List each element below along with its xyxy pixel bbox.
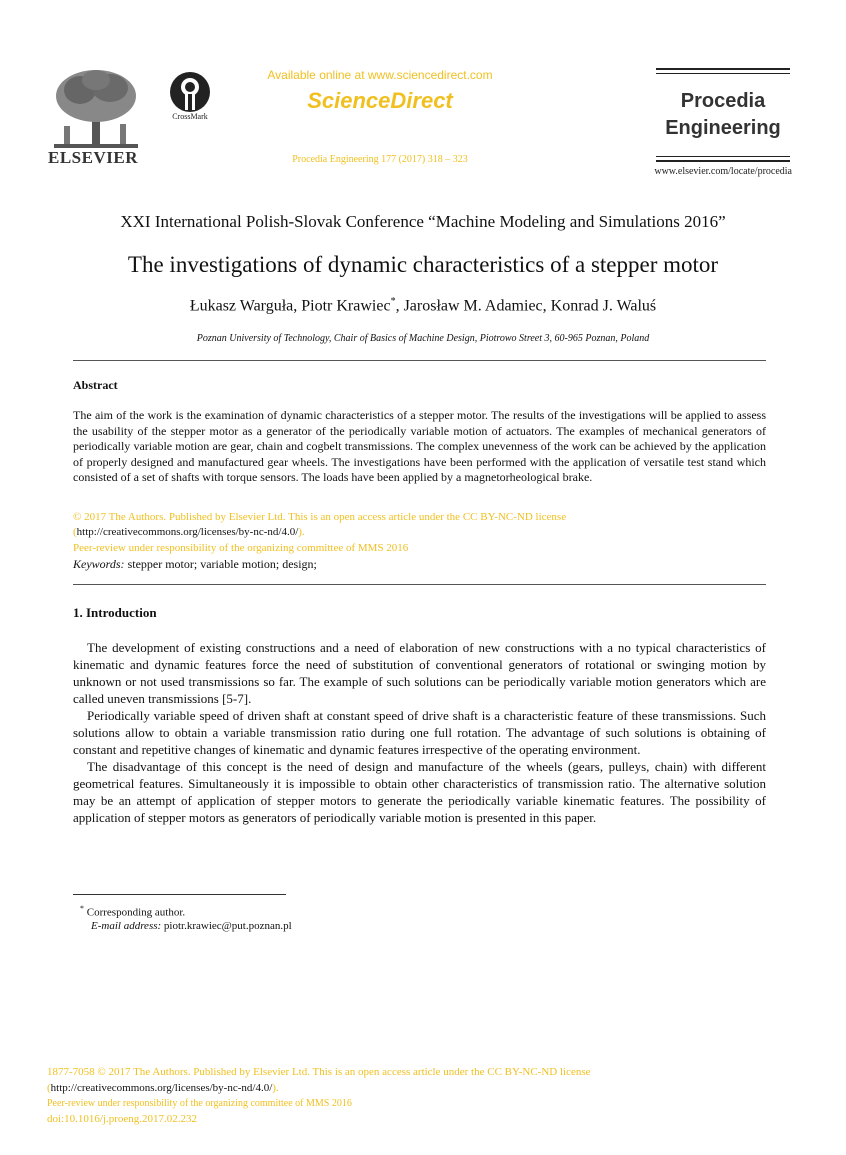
journal-url[interactable]: www.elsevier.com/locate/procedia <box>654 166 792 177</box>
abstract-heading: Abstract <box>73 378 118 392</box>
introduction-body <box>73 639 766 826</box>
paragraph: The disadvantage of this concept is the need of design and manufacture of the wheels (gears, pulleys, chain) with different geometrical features. Simultaneously it is impossible to obtain other characteristics of transmission ratio. The alternative solution may be an attempt of application of stepper motors to generate the periodically variable kinematic features. The possibility of application of stepper motors as generators of periodically variable motion is presented in this paper. <box>73 759 766 825</box>
footer-license: 1877-7058 © 2017 The Authors. Published by Elsevier Ltd. This is an open access article under the CC BY-NC-ND license <box>47 1066 591 1078</box>
footnote-star: * <box>80 904 84 913</box>
peer-review-text: Peer-review under responsibility of the organizing committee of MMS 2016 <box>73 542 409 554</box>
footer-license-link-line <box>47 1082 807 1094</box>
keywords <box>73 557 766 572</box>
paragraph: The development of existing constructions and a need of elaboration of new constructions with a no typical characteristics of kinematic and dynamic features force the need of substitution of conventional generators of rotational or swinging motion by unknown or not used transmissions so far. The example of such solutions can be periodically variable motion generators which are called uneven transmissions [5-7]. <box>73 640 766 706</box>
journal-title-line: Procedia <box>680 90 766 112</box>
footer-license-link[interactable]: http://creativecommons.org/licenses/by-nc-nd/4.0/ <box>50 1082 273 1094</box>
authors-text: Łukasz Warguła, Piotr Krawiec <box>189 297 391 315</box>
publisher-name: ELSEVIER <box>48 148 138 167</box>
keywords-label: Keywords: <box>73 557 125 571</box>
abstract-text: The aim of the work is the examination of dynamic characteristics of a stepper motor. The results of the investigations will be applied to assess the usability of the stepper motor as a generator of the periodically variable motion of actuators. The examples of mechanical generators of periodically variable motion are gear, chain and cogbelt transmissions. The complex unevenness of the work can be achieved by the application of properly designed and manufactured gear wheels. The investigations have been performed with the application of versatile test stand which consisted of a set of shafts with torque sensors. The loads have been applied by a magnetorheological brake. <box>73 408 766 485</box>
license-link[interactable]: http://creativecommons.org/licenses/by-nc-nd/4.0/ <box>76 526 299 538</box>
affiliation: Poznan University of Technology, Chair of Basics of Machine Design, Piotrowo Street 3, 60-965 Poznan, Poland <box>196 333 650 344</box>
footer-paren: ( <box>47 1082 51 1094</box>
authors <box>60 296 786 315</box>
email-address[interactable]: piotr.krawiec@put.poznan.pl <box>161 920 292 932</box>
keywords-text: stepper motor; variable motion; design; <box>124 557 317 571</box>
sciencedirect-logo: ScienceDirect <box>307 88 453 113</box>
crossmark-label: CrossMark <box>172 112 208 121</box>
journal-reference: Procedia Engineering 177 (2017) 318 – 323 <box>292 154 468 165</box>
email-label: E-mail address: <box>91 920 162 932</box>
paper-title: The investigations of dynamic characteristics of a stepper motor <box>127 252 719 277</box>
license-text: © 2017 The Authors. Published by Elsevier Ltd. This is an open access article under the CC BY-NC-ND license <box>73 511 567 523</box>
paragraph: Periodically variable speed of driven shaft at constant speed of drive shaft is a characteristic feature of these transmissions. Such solutions allow to obtain a variable transmission ratio during one full rotation. The advantage of such solutions is obtaining of constant and repetitive changes of kinematic and dynamic features irrespective of the operating environment. <box>73 708 766 757</box>
license-paren: ( <box>73 526 77 538</box>
footer-paren: ). <box>272 1082 279 1094</box>
divider <box>73 360 766 361</box>
footer-doi[interactable]: doi:10.1016/j.proeng.2017.02.232 <box>47 1113 198 1125</box>
footnote-corresponding <box>80 904 185 919</box>
conference-name: XXI International Polish-Slovak Conference “Machine Modeling and Simulations 2016” <box>120 212 726 231</box>
corresponding-mark[interactable]: * <box>390 296 396 307</box>
footnote-divider <box>73 894 286 895</box>
authors-text: , Jarosław M. Adamiec, Konrad J. Waluś <box>395 297 657 315</box>
divider <box>656 160 790 162</box>
license-link-line <box>73 526 766 538</box>
available-online-text[interactable]: Available online at www.sciencedirect.com <box>267 68 493 82</box>
divider <box>656 156 790 157</box>
footnote-email <box>91 920 292 932</box>
license-paren: ). <box>298 526 305 538</box>
footnote-text: Corresponding author. <box>84 906 186 919</box>
journal-title <box>656 88 790 142</box>
footer-peer-review: Peer-review under responsibility of the organizing committee of MMS 2016 <box>47 1098 352 1109</box>
journal-title-line: Engineering <box>665 117 781 139</box>
divider <box>73 584 766 585</box>
divider <box>656 73 790 74</box>
divider <box>656 68 790 70</box>
section-heading: 1. Introduction <box>73 605 157 620</box>
